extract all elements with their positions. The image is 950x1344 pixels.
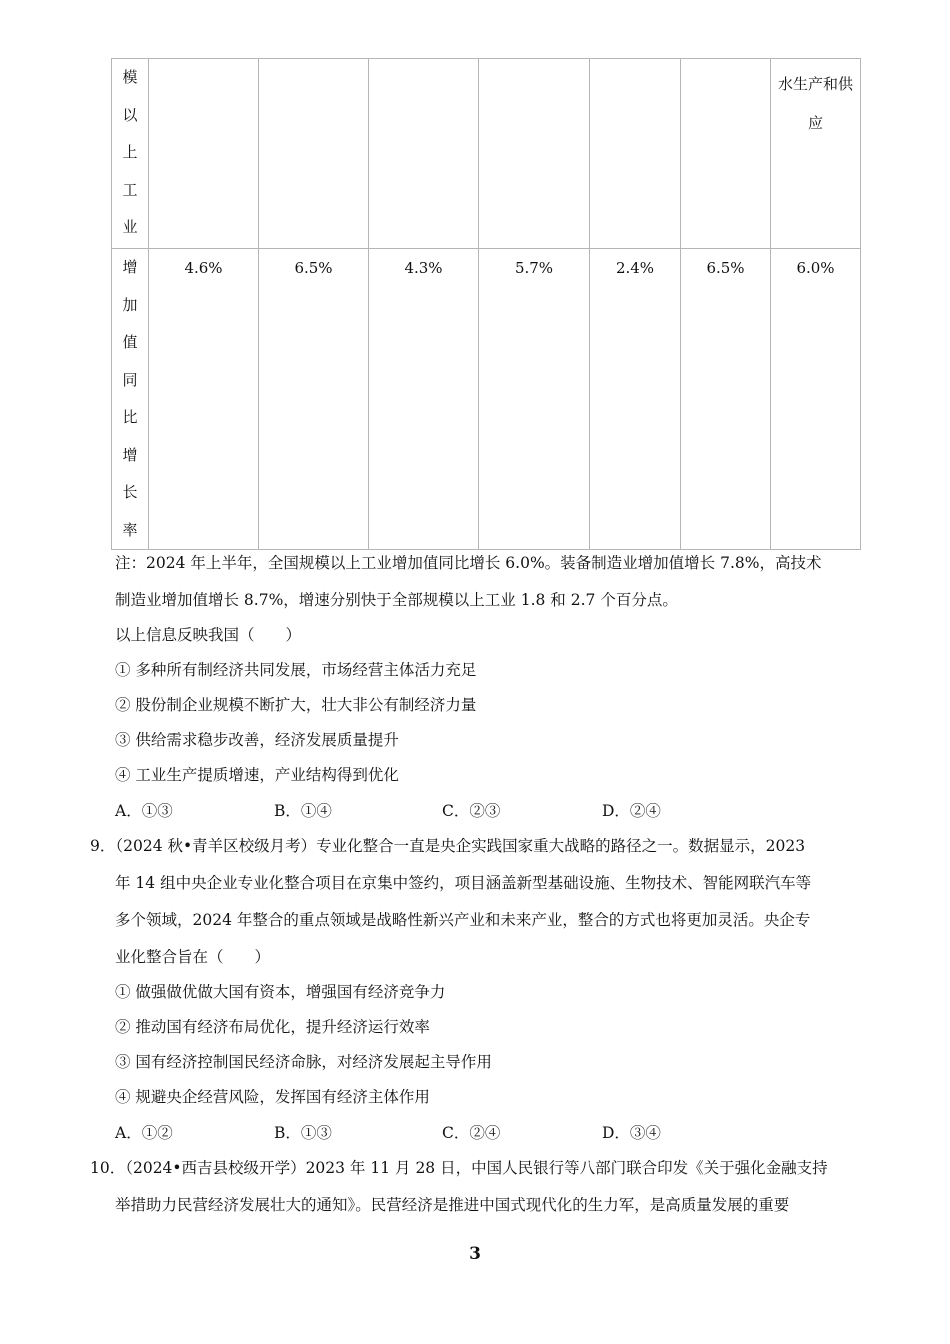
table-row	[112, 249, 861, 550]
page-number: 3	[469, 1244, 481, 1264]
q8-option-b[interactable]: B．①④	[274, 802, 332, 820]
table-cell	[259, 59, 369, 249]
q9-option-c[interactable]: C．②④	[442, 1124, 501, 1142]
q9-line-4: 业化整合旨在（ ）	[115, 948, 271, 966]
table-cell: 2.4%	[590, 249, 681, 550]
q8-statement-1: ① 多种所有制经济共同发展，市场经营主体活力充足	[115, 661, 477, 679]
q9-option-a[interactable]: A．①②	[115, 1124, 173, 1142]
table-cell	[479, 59, 590, 249]
table-cell: 水生产和供应	[771, 59, 861, 249]
table-note-line-1: 注：2024 年上半年，全国规模以上工业增加值同比增长 6.0%。装备制造业增加值增长 7.8%，高技术	[115, 554, 822, 572]
q8-statement-2: ② 股份制企业规模不断扩大，壮大非公有制经济力量	[115, 696, 477, 714]
table-cell: 5.7%	[479, 249, 590, 550]
q8-option-d[interactable]: D．②④	[602, 802, 661, 820]
industry-growth-table	[111, 58, 861, 550]
table-row	[112, 59, 861, 249]
q8-statement-4: ④ 工业生产提质增速，产业结构得到优化	[115, 766, 399, 784]
q9-statement-4: ④ 规避央企经营风险，发挥国有经济主体作用	[115, 1088, 430, 1106]
q9-statement-3: ③ 国有经济控制国民经济命脉，对经济发展起主导作用	[115, 1053, 492, 1071]
table-cell	[149, 59, 259, 249]
table-cell: 4.6%	[149, 249, 259, 550]
table-cell: 6.5%	[681, 249, 771, 550]
row-label: 增 加 值 同 比 增 长 率	[112, 249, 149, 550]
q9-option-d[interactable]: D．③④	[602, 1124, 661, 1142]
q9-line-3: 多个领域，2024 年整合的重点领域是战略性新兴产业和未来产业，整合的方式也将更加灵活。央企专	[115, 911, 811, 929]
question-8-stem: 以上信息反映我国（ ）	[115, 626, 302, 644]
q9-line-1: 9．（2024 秋•青羊区校级月考）专业化整合一直是央企实践国家重大战略的路径之一。数据显示，2023	[90, 837, 806, 855]
q9-statement-1: ① 做强做优做大国有资本，增强国有经济竞争力	[115, 983, 446, 1001]
q8-statement-3: ③ 供给需求稳步改善，经济发展质量提升	[115, 731, 399, 749]
q10-line-2: 举措助力民营经济发展壮大的通知》。民营经济是推进中国式现代化的生力军，是高质量发展的重要	[115, 1196, 790, 1214]
table-cell: 6.5%	[259, 249, 369, 550]
q10-line-1: 10．（2024•西吉县校级开学）2023 年 11 月 28 日，中国人民银行等八部门联合印发《关于强化金融支持	[90, 1159, 828, 1177]
table-cell	[369, 59, 479, 249]
q8-option-c[interactable]: C．②③	[442, 802, 501, 820]
row-label: 模 以 上 工 业	[112, 59, 149, 249]
q9-option-b[interactable]: B．①③	[274, 1124, 332, 1142]
table-cell	[590, 59, 681, 249]
q8-option-a[interactable]: A．①③	[115, 802, 173, 820]
q9-line-2: 年 14 组中央企业专业化整合项目在京集中签约，项目涵盖新型基础设施、生物技术、智能网联汽车等	[115, 874, 812, 892]
table-cell	[681, 59, 771, 249]
table-note-line-2: 制造业增加值增长 8.7%，增速分别快于全部规模以上工业 1.8 和 2.7 个百分点。	[115, 591, 678, 609]
table-cell: 4.3%	[369, 249, 479, 550]
q9-statement-2: ② 推动国有经济布局优化，提升经济运行效率	[115, 1018, 430, 1036]
table-cell: 6.0%	[771, 249, 861, 550]
